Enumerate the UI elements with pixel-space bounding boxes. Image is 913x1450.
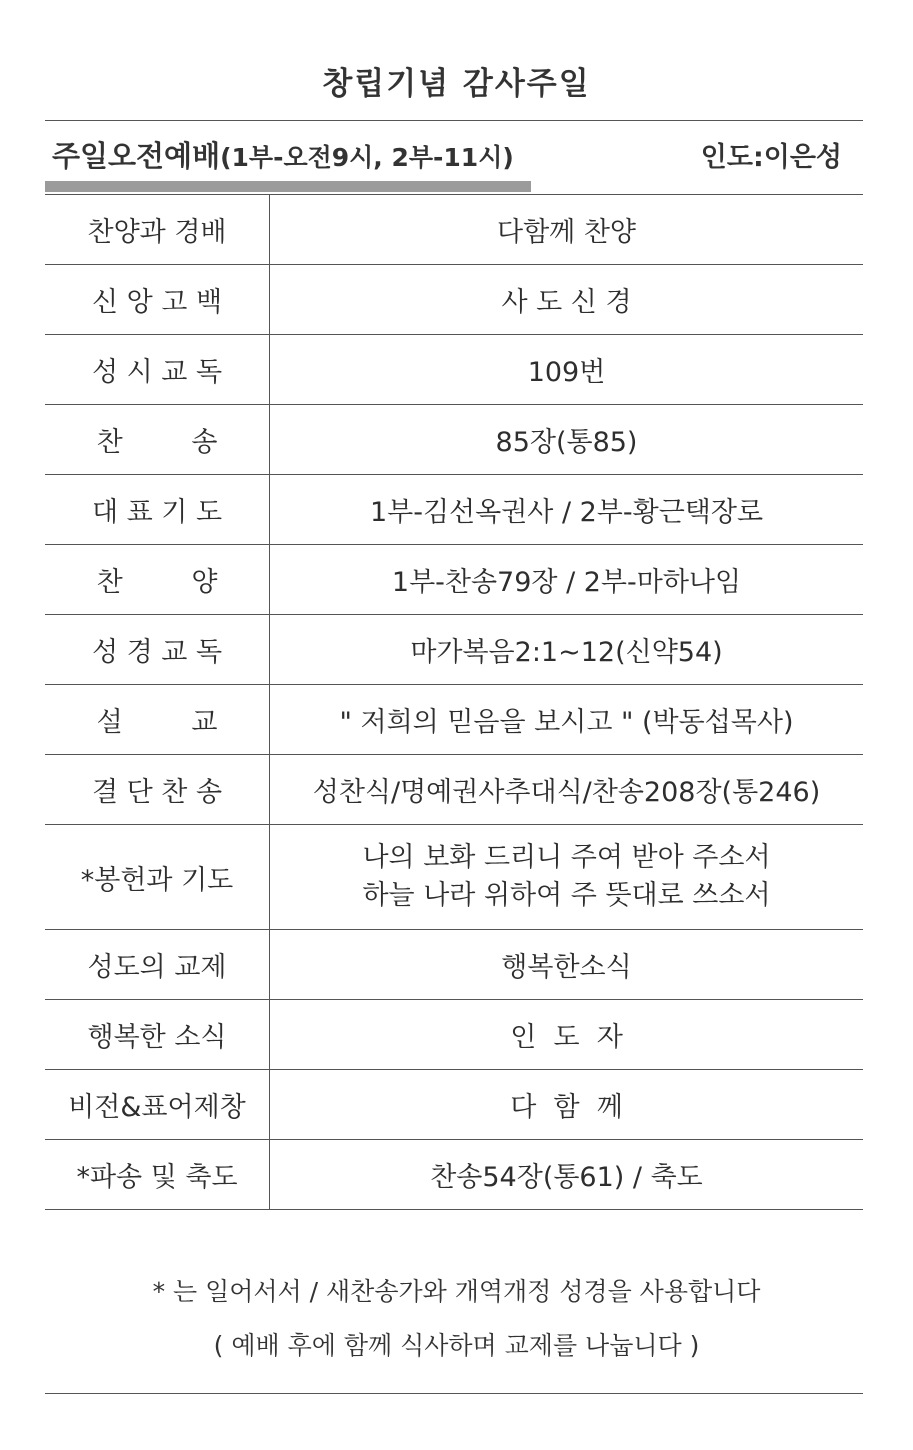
top-divider: [45, 120, 863, 121]
row-content: 찬송54장(통61) / 축도: [270, 1140, 864, 1210]
row-content: " 저희의 믿음을 보시고 " (박동섭목사): [270, 685, 864, 755]
table-row: [45, 195, 863, 265]
service-title-group: [52, 134, 514, 175]
row-label: 결 단 찬 송: [45, 755, 270, 825]
row-label: 성 경 교 독: [45, 615, 270, 685]
table-row: [45, 825, 863, 930]
row-label: 행복한 소식: [45, 1000, 270, 1070]
row-content: 다 함 께: [270, 1070, 864, 1140]
table-row: [45, 405, 863, 475]
service-leader: 인도:이은성: [700, 141, 842, 173]
bottom-divider: [45, 1393, 863, 1394]
table-row: [45, 755, 863, 825]
row-content: 다함께 찬양: [270, 195, 864, 265]
row-content: 사 도 신 경: [270, 265, 864, 335]
row-label: 대 표 기 도: [45, 475, 270, 545]
row-label: 찬양과 경배: [45, 195, 270, 265]
service-header: [52, 130, 852, 178]
row-label: 찬 송: [45, 405, 270, 475]
row-content: 인 도 자: [270, 1000, 864, 1070]
table-row: [45, 475, 863, 545]
row-content: 1부-김선옥권사 / 2부-황근택장로: [270, 475, 864, 545]
row-content: 109번: [270, 335, 864, 405]
table-row: [45, 1070, 863, 1140]
table-row: [45, 615, 863, 685]
row-label: *파송 및 축도: [45, 1140, 270, 1210]
row-content: 마가복음2:1~12(신약54): [270, 615, 864, 685]
table-row: [45, 1140, 863, 1210]
row-content: 1부-찬송79장 / 2부-마하나임: [270, 545, 864, 615]
table-row: [45, 930, 863, 1000]
row-content: 성찬식/명예권사추대식/찬송208장(통246): [270, 755, 864, 825]
meal-note: ( 예배 후에 함께 식사하며 교제를 나눕니다 ): [213, 1331, 700, 1360]
row-label: 찬 양: [45, 545, 270, 615]
row-label: 설 교: [45, 685, 270, 755]
order-of-worship-table: [45, 194, 863, 1210]
table-row: [45, 335, 863, 405]
table-row: [45, 545, 863, 615]
table-row: [45, 685, 863, 755]
page-title: 창립기념 감사주일: [322, 66, 591, 102]
service-times: (1부-오전9시, 2부-11시): [220, 142, 514, 172]
standing-note: * 는 일어서서 / 새찬송가와 개역개정 성경을 사용합니다: [152, 1277, 761, 1306]
row-content: 나의 보화 드리니 주여 받아 주소서 하늘 나라 위하여 주 뜻대로 쓰소서: [270, 825, 864, 930]
row-label: 성 시 교 독: [45, 335, 270, 405]
header-underline-bar: [45, 181, 531, 192]
row-content: 행복한소식: [270, 930, 864, 1000]
row-content: 85장(통85): [270, 405, 864, 475]
row-label: 성도의 교제: [45, 930, 270, 1000]
table-row: [45, 265, 863, 335]
service-name: 주일오전예배: [52, 138, 221, 173]
row-label: 신 앙 고 백: [45, 265, 270, 335]
row-label: 비전&표어제창: [45, 1070, 270, 1140]
table-row: [45, 1000, 863, 1070]
row-label: *봉헌과 기도: [45, 825, 270, 930]
